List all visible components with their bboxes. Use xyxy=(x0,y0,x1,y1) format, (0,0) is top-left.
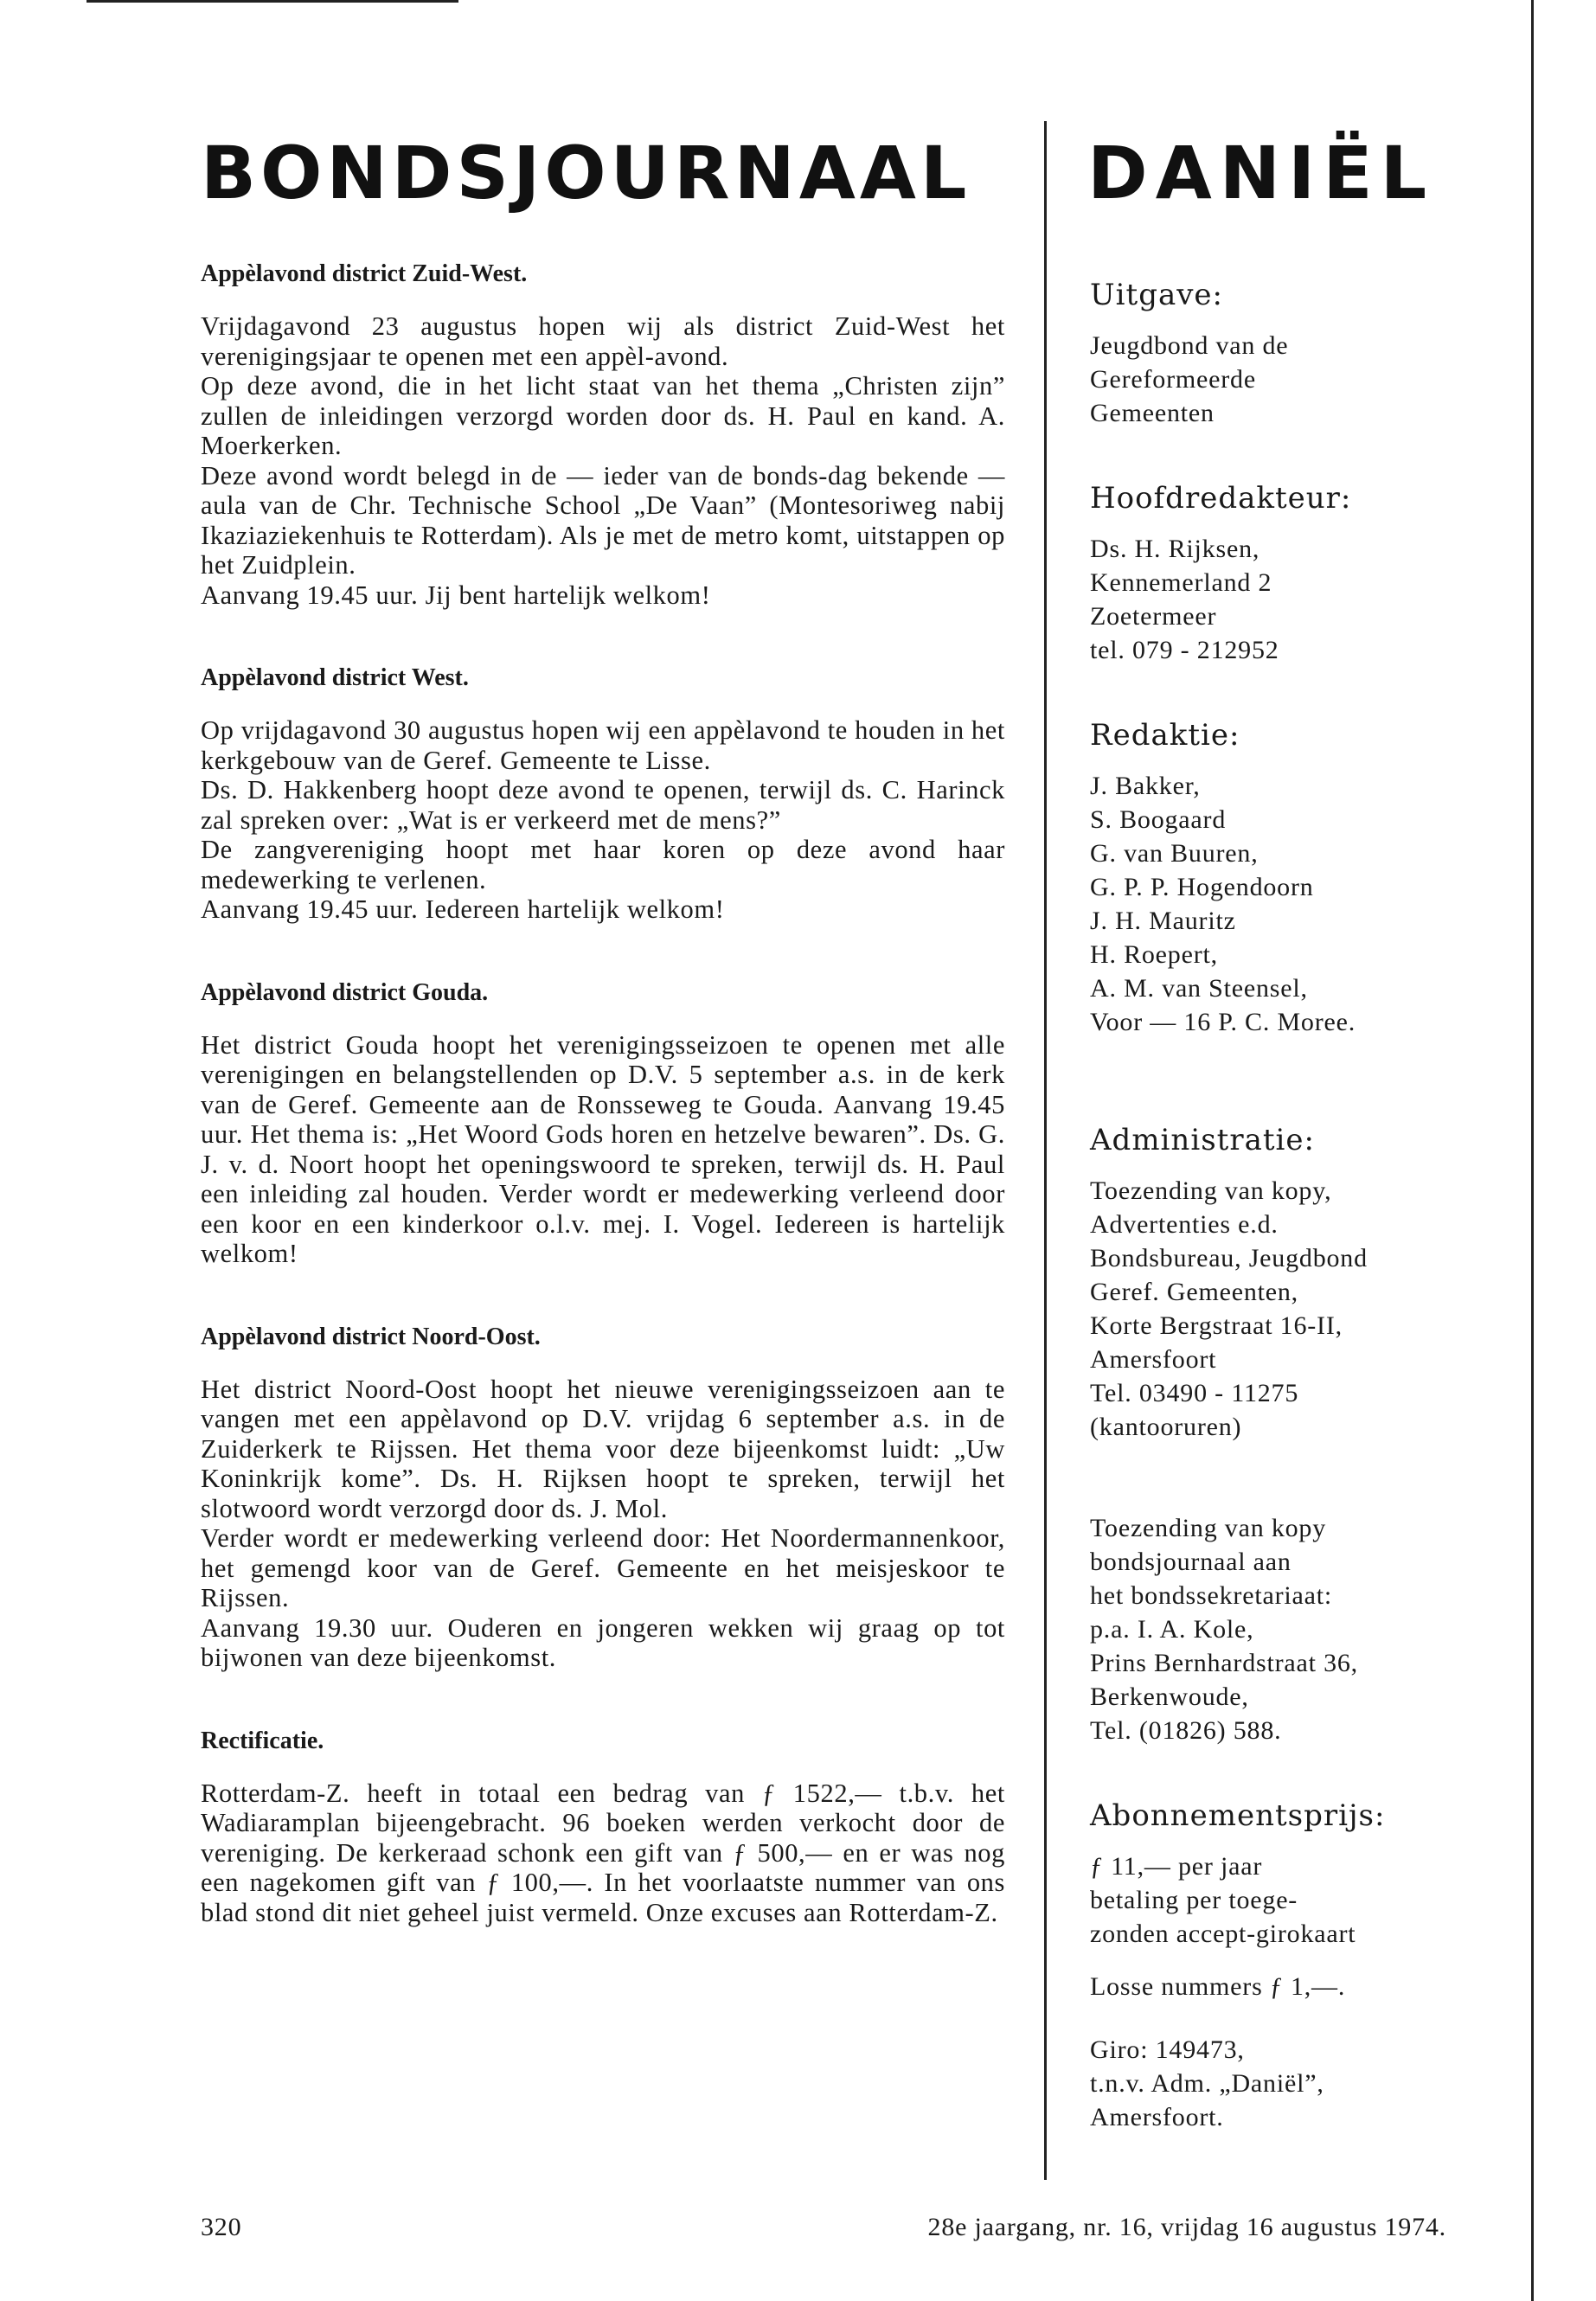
article-zuid-west xyxy=(201,260,1005,610)
colophon-line: ƒ 11,— per jaar xyxy=(1090,1852,1263,1881)
colophon-line: Kennemerland 2 xyxy=(1090,568,1272,597)
article-west xyxy=(201,663,1005,925)
colophon-uitgave xyxy=(1090,277,1471,430)
colophon-line: Prins Bernhardstraat 36, xyxy=(1090,1649,1358,1677)
article-paragraph: De zangvereniging hoopt met haar koren op deze avond haar medewerking te verlenen. xyxy=(201,835,1005,894)
colophon-line: Korte Bergstraat 16-II, xyxy=(1090,1311,1343,1340)
colophon-line: Advertenties e.d. xyxy=(1090,1210,1279,1239)
colophon-heading: Hoofdredakteur: xyxy=(1090,481,1352,516)
page-number: 320 xyxy=(201,2213,242,2241)
colophon-line: (kantooruren) xyxy=(1090,1413,1242,1441)
colophon-line: Zoetermeer xyxy=(1090,602,1217,631)
articles-column xyxy=(201,260,1005,1981)
article-paragraph: Verder wordt er medewerking verleend door: Het Noordermannenkoor, het gemengd koor van de Geref. Gemeente en het meisjeskoor te Rijssen. xyxy=(201,1523,1005,1612)
colophon-column xyxy=(1090,277,1471,2184)
colophon-line: Bondsbureau, Jeugdbond xyxy=(1090,1244,1368,1272)
spacer xyxy=(1090,2003,1471,2033)
colophon-heading: Administratie: xyxy=(1090,1123,1315,1157)
colophon-line: Geref. Gemeenten, xyxy=(1090,1278,1298,1306)
colophon-line: Gereformeerde xyxy=(1090,365,1256,394)
colophon-line: Toezending van kopy xyxy=(1090,1514,1327,1542)
colophon-heading: Uitgave: xyxy=(1090,278,1224,312)
article-title: Rectificatie. xyxy=(201,1727,324,1754)
article-title: Appèlavond district Zuid-West. xyxy=(201,260,528,287)
colophon-line: J. H. Mauritz xyxy=(1090,907,1236,935)
top-rule xyxy=(87,0,458,3)
column-divider xyxy=(1044,121,1047,2180)
colophon-line: G. van Buuren, xyxy=(1090,839,1259,868)
colophon-heading: Abonnementsprijs: xyxy=(1090,1798,1386,1833)
article-noord-oost xyxy=(201,1323,1005,1673)
article-paragraph: Rotterdam-Z. heeft in totaal een bedrag van ƒ 1522,— t.b.v. het Wadiaramplan bijeengebracht. 96 boeken werden verkocht door de vereniging. De kerkeraad schonk een gift van ƒ 500,— en er was nog een nagekomen gift van ƒ 100,—. In het voorlaatste nummer van ons blad stond dit niet geheel juist vermeld. Onze excuses aan Rotterdam-Z. xyxy=(201,1778,1005,1927)
colophon-line: tel. 079 - 212952 xyxy=(1090,636,1279,664)
article-paragraph: Aanvang 19.45 uur. Jij bent hartelijk welkom! xyxy=(201,580,711,610)
masthead-bondsjournaal: BONDSJOURNAAL xyxy=(201,131,971,215)
article-title: Appèlavond district Noord-Oost. xyxy=(201,1323,541,1350)
giro-line: Giro: 149473, xyxy=(1090,2035,1245,2064)
colophon-line: G. P. P. Hogendoorn xyxy=(1090,873,1314,901)
colophon-hoofdredakteur xyxy=(1090,480,1471,667)
giro-line: Amersfoort. xyxy=(1090,2103,1224,2131)
issue-info: 28e jaargang, nr. 16, vrijdag 16 augustus 1974. xyxy=(927,2213,1446,2241)
masthead-daniel: DANIËL xyxy=(1087,131,1435,215)
article-title: Appèlavond district West. xyxy=(201,664,469,691)
colophon-line: p.a. I. A. Kole, xyxy=(1090,1615,1254,1644)
colophon-line: Amersfoort xyxy=(1090,1345,1217,1374)
page-footer xyxy=(201,2210,1446,2245)
colophon-line: Tel. 03490 - 11275 xyxy=(1090,1379,1299,1407)
article-title: Appèlavond district Gouda. xyxy=(201,978,489,1006)
colophon-kopy-bondsjournaal xyxy=(1090,1511,1471,1747)
colophon-line: Tel. (01826) 588. xyxy=(1090,1716,1282,1745)
article-paragraph: Vrijdagavond 23 augustus hopen wij als district Zuid-West het verenigingsjaar te openen met een appèl-avond. xyxy=(201,311,1005,371)
colophon-line: Toezending van kopy, xyxy=(1090,1176,1332,1205)
colophon-line: Voor — 16 P. C. Moree. xyxy=(1090,1008,1356,1036)
right-edge-rule xyxy=(1531,0,1534,2301)
colophon-line: Jeugdbond van de xyxy=(1090,331,1289,360)
article-paragraph: Op deze avond, die in het licht staat van het thema „Christen zijn” zullen de inleidingen verzorgd worden door ds. H. Paul en kand. A. Moerkerken. xyxy=(201,371,1005,460)
colophon-line: bondsjournaal aan xyxy=(1090,1548,1292,1576)
colophon-line: het bondssekretariaat: xyxy=(1090,1581,1332,1610)
colophon-line: Gemeenten xyxy=(1090,399,1215,427)
article-paragraph: Het district Noord-Oost hoopt het nieuwe verenigingsseizoen aan te vangen met een appèlavond op D.V. vrijdag 6 september a.s. in de Zuiderkerk te Rijssen. Het thema voor deze bijeenkomst luidt: „Uw Koninkrijk kome”. Ds. H. Rijksen hoopt te spreken, terwijl het slotwoord wordt verzorgd door ds. J. Mol. xyxy=(201,1374,1005,1523)
giro-line: t.n.v. Adm. „Daniël”, xyxy=(1090,2069,1324,2098)
article-gouda xyxy=(201,978,1005,1269)
colophon-abonnement xyxy=(1090,1798,1471,2134)
losse-nummers: Losse nummers ƒ 1,—. xyxy=(1090,1972,1346,2001)
colophon-line: betaling per toege- xyxy=(1090,1886,1298,1914)
colophon-line: J. Bakker, xyxy=(1090,772,1201,800)
colophon-heading: Redaktie: xyxy=(1090,718,1240,753)
colophon-line: zonden accept-girokaart xyxy=(1090,1920,1356,1948)
colophon-administratie xyxy=(1090,1122,1471,1444)
article-paragraph: Aanvang 19.30 uur. Ouderen en jongeren wekken wij graag op tot bijwonen van deze bijeenkomst. xyxy=(201,1612,1005,1672)
article-paragraph: Aanvang 19.45 uur. Iedereen hartelijk welkom! xyxy=(201,894,725,924)
article-paragraph: Op vrijdagavond 30 augustus hopen wij een appèlavond te houden in het kerkgebouw van de Geref. Gemeente te Lisse. xyxy=(201,715,1005,775)
article-paragraph: Ds. D. Hakkenberg hoopt deze avond te openen, terwijl ds. C. Harinck zal spreken over: „Wat is er verkeerd met de mens?” xyxy=(201,775,1005,835)
colophon-line: A. M. van Steensel, xyxy=(1090,974,1308,1003)
colophon-line: S. Boogaard xyxy=(1090,805,1227,834)
article-paragraph: Het district Gouda hoopt het verenigingsseizoen te openen met alle verenigingen en belangstellenden op D.V. 5 september a.s. in de kerk van de Geref. Gemeente aan de Ronsseweg te Gouda. Aanvang 19.45 uur. Het thema is: „Het Woord Gods horen en hetzelve bewaren”. Ds. G. J. v. d. Noort hoopt het openingswoord te spreken, terwijl ds. H. Paul een inleiding zal houden. Verder wordt er medewerking verleend door een koor en een kinderkoor o.l.v. mej. I. Vogel. Iedereen is hartelijk welkom! xyxy=(201,1029,1005,1268)
colophon-line: Berkenwoude, xyxy=(1090,1682,1249,1711)
colophon-line: Ds. H. Rijksen, xyxy=(1090,535,1260,563)
colophon-redaktie xyxy=(1090,717,1471,1039)
spacer xyxy=(1090,1951,1471,1970)
colophon-line: H. Roepert, xyxy=(1090,940,1218,969)
article-paragraph: Deze avond wordt belegd in de — ieder van de bonds-dag bekende — aula van de Chr. Technische School „De Vaan” (Montesoriweg nabij Ikaziaziekenhuis te Rotterdam). Als je met de metro komt, uitstappen op het Zuidplein. xyxy=(201,460,1005,580)
article-rectificatie xyxy=(201,1727,1005,1928)
